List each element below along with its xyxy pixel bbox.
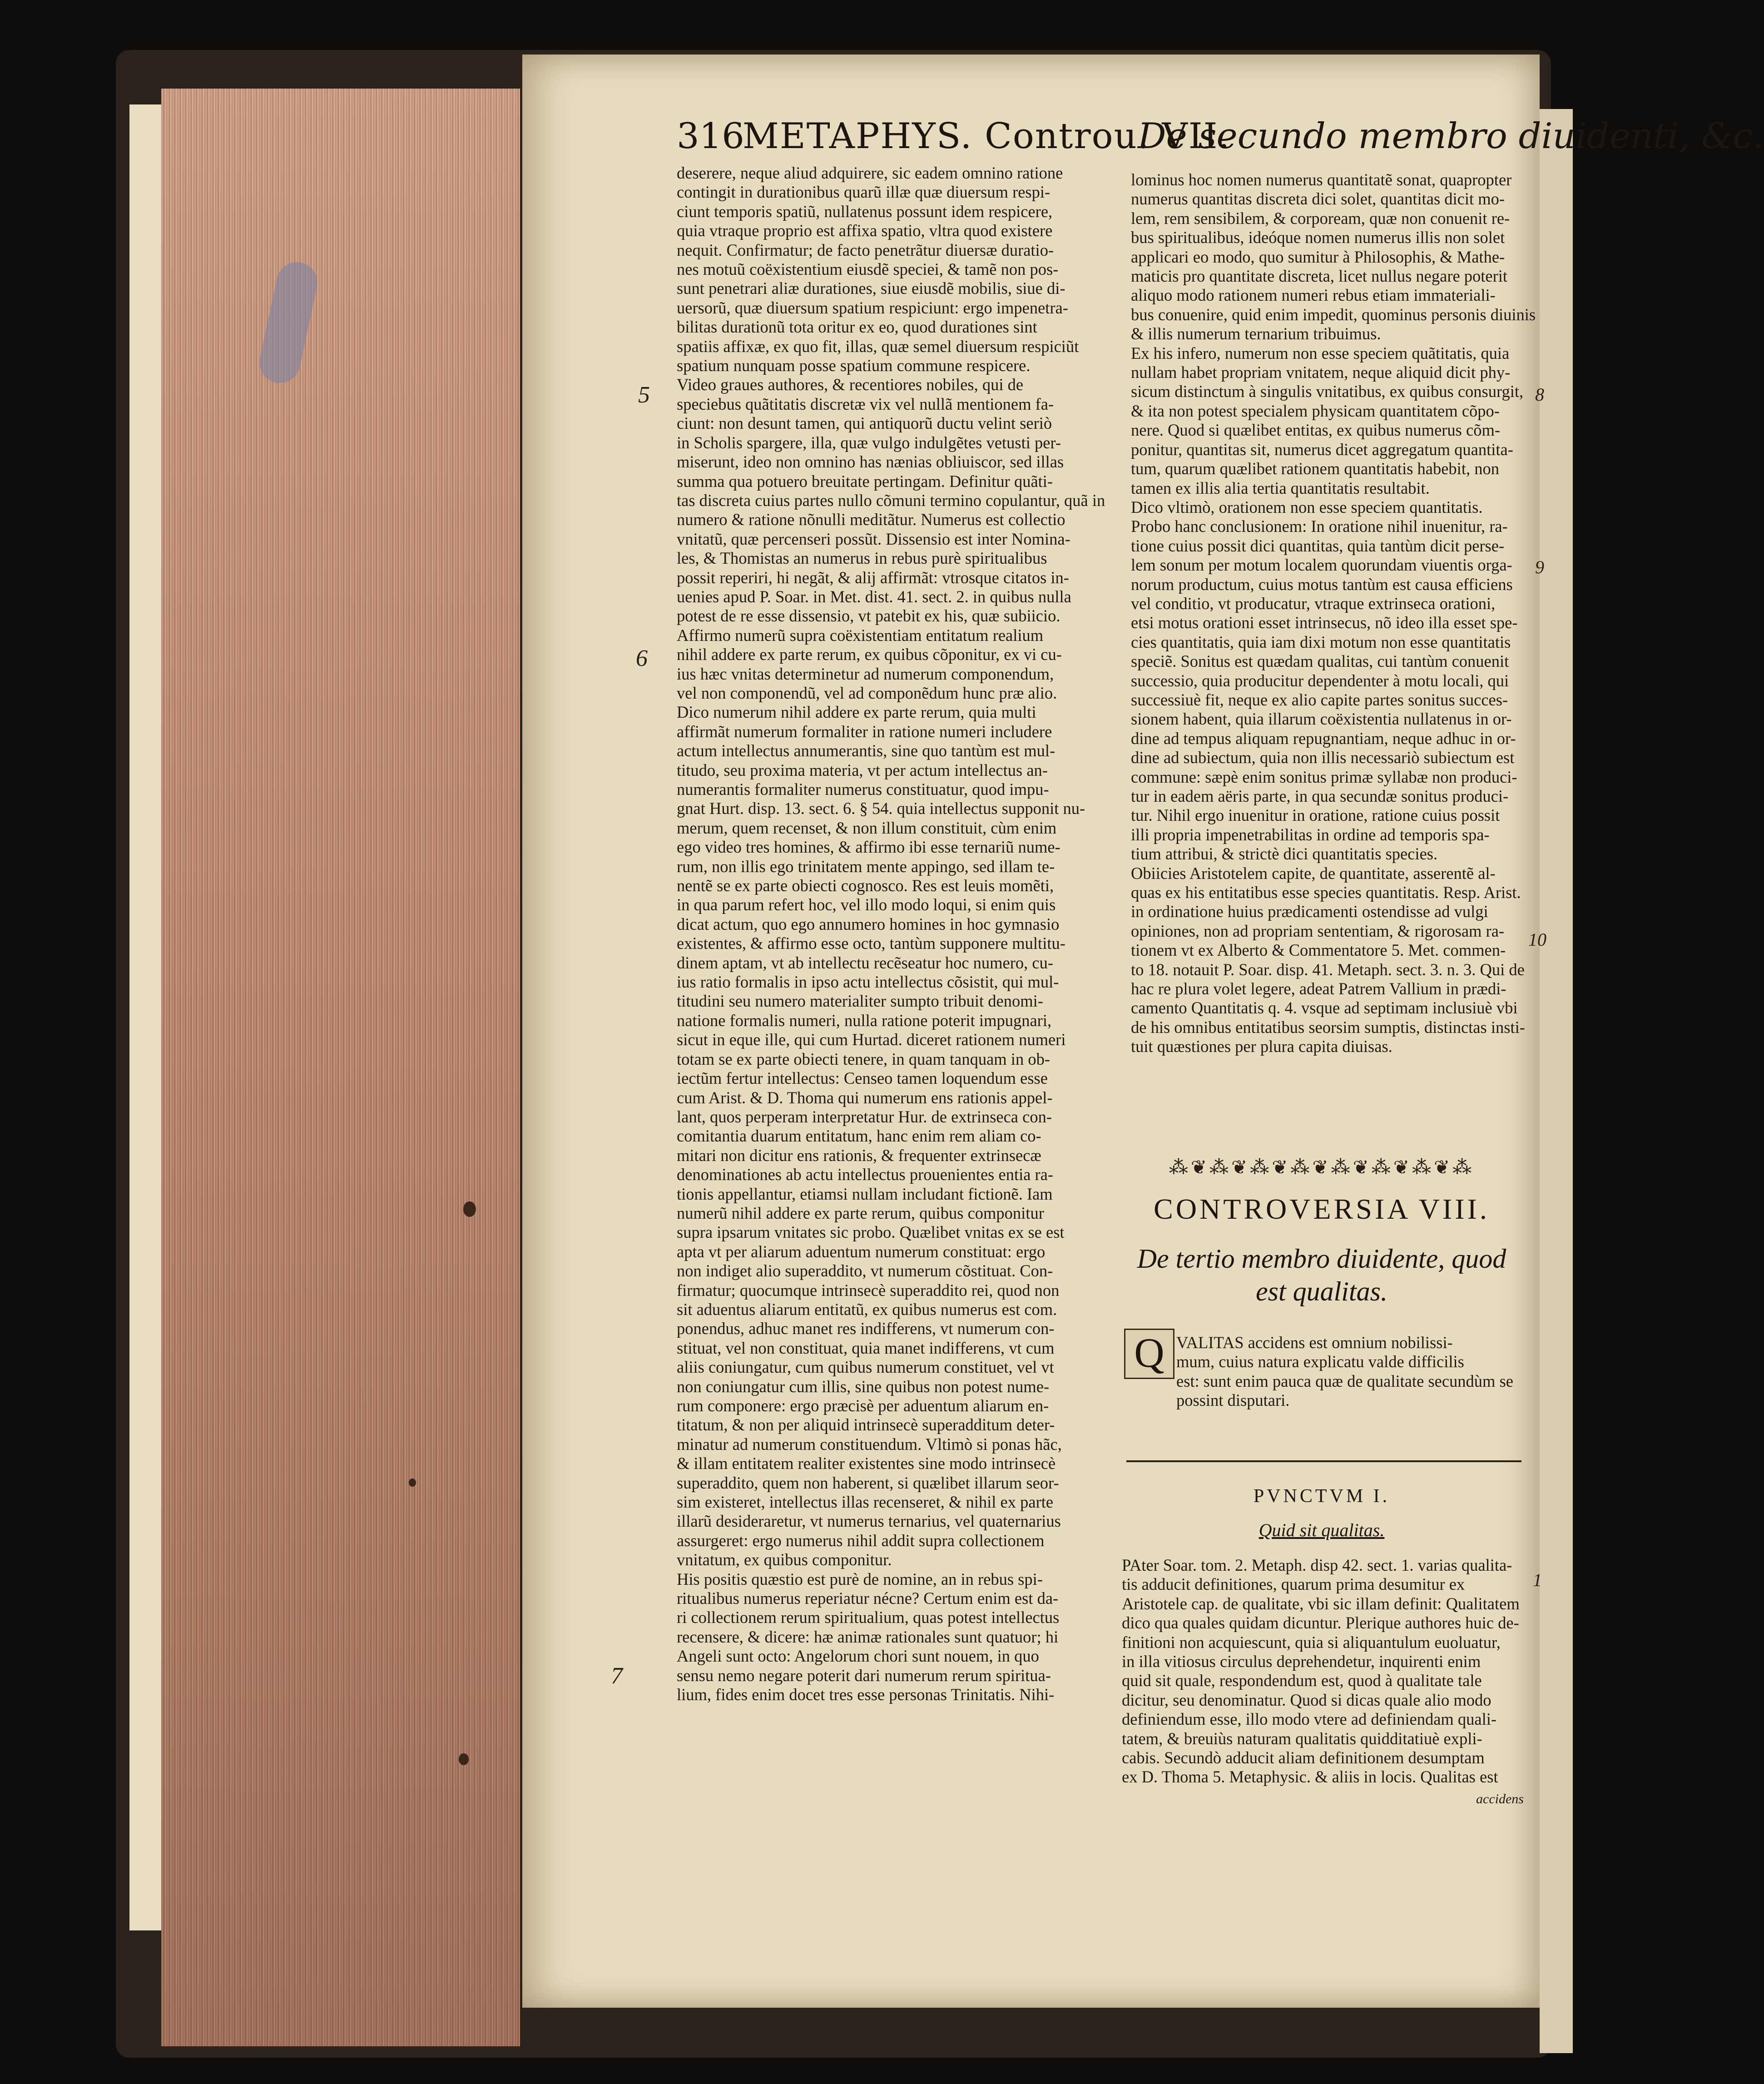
text-line: de his omnibus entitatibus seorsim sumptis, distinctas insti-: [1131, 1017, 1525, 1037]
text-line: potest de re esse dissensio, vt patebit ex his, quæ subiicio.: [677, 606, 1060, 625]
punctum-heading: PVNCTVM I.: [1253, 1486, 1390, 1507]
text-line: nihil addere ex parte rerum, ex quibus cõponitur, ex vi cu-: [677, 645, 1062, 664]
text-line: Video graues authores, & recentiores nobiles, qui de: [677, 375, 1024, 394]
text-line: quid sit quale, respondendum est, quod à qualitate tale: [1122, 1671, 1482, 1690]
section-title: De secundo membro diuidenti, &c.: [1138, 116, 1764, 157]
text-line: in Scholis spargere, illa, quæ vulgo indulgẽtes vetusti per-: [677, 433, 1061, 452]
controversia-subtitle: [1122, 1242, 1521, 1308]
text-line: possint disputari.: [1176, 1391, 1290, 1410]
ornament-band: ⁂❦⁂❦⁂❦⁂❦⁂❦⁂❦⁂❦⁂: [1169, 1156, 1475, 1178]
margin-number: 10: [1528, 929, 1546, 950]
text-line: iectũm fertur intellectus: Censeo tamen loquendum esse: [677, 1069, 1048, 1088]
text-line: rum componere: ergo præcisè per aduentum aliarum en-: [677, 1396, 1049, 1415]
text-line: existentes, & affirmo esse octo, tantùm supponere multitu-: [677, 934, 1065, 953]
text-line: tuit quæstiones per plura capita diuisas.: [1131, 1037, 1392, 1056]
text-line: titudini seu numero materialiter sumpto tribuit denomi-: [677, 992, 1043, 1011]
text-line: deserere, neque aliud adquirere, sic eadem omnino ratione: [677, 164, 1063, 182]
page-header: [677, 116, 1764, 166]
text-line: natione formalis numeri, nulla ratione poterit impugnari,: [677, 1011, 1052, 1030]
text-line: firmatur; quocumque intrinsecè superaddito rei, quod non: [677, 1280, 1060, 1300]
text-line: tur. Nihil ergo inuenitur in oratione, ratione cuius possit: [1131, 806, 1500, 825]
text-line: in ordinatione huius prædicamenti ostendisse ad vulgi: [1131, 902, 1488, 921]
text-line: minatur ad numerum constituendum. Vltimò si ponas hãc,: [677, 1434, 1062, 1454]
text-line: denominationes ab actu intellectus prouenientes entia ra-: [677, 1165, 1054, 1184]
text-line: etsi motus orationi esset intrinsecus, nõ ideo illa esset spe-: [1131, 613, 1518, 632]
text-line: Probo hanc conclusionem: In oratione nihil inuenitur, ra-: [1131, 517, 1508, 536]
text-line: illarũ desideraretur, vt numerus ternarius, vel quaternarius: [677, 1512, 1061, 1531]
text-line: apta vt per aliarum aduentum numerum constituat: ergo: [677, 1242, 1046, 1261]
text-line: Ex his infero, numerum non esse speciem quãtitatis, quia: [1131, 343, 1510, 362]
text-line: ex D. Thoma 5. Metaphysic. & aliis in locis. Qualitas est: [1122, 1767, 1498, 1786]
text-line: tamen ex illis alia tertia quantitatis resultabit.: [1131, 478, 1430, 497]
text-line: Dico vltimò, orationem non esse speciem quantitatis.: [1131, 497, 1483, 516]
text-line: applicari eo modo, quo sumitur à Philosophis, & Mathe-: [1131, 247, 1505, 266]
text-line: numerus quantitas discreta dici solet, quantitas dicit mo-: [1131, 189, 1505, 208]
text-line: non indiget alio superaddito, vt numerum cõstituat. Con-: [677, 1261, 1053, 1280]
text-line: mitari non dicitur ens rationis, & frequenter extrinsecæ: [677, 1146, 1041, 1165]
text-line: illi propria impenetrabilitas in ordine ad temporis spa-: [1131, 825, 1490, 844]
margin-number: 9: [1535, 557, 1544, 577]
text-line: vel conditio, vt producatur, vtraque extrinseca orationi,: [1131, 594, 1496, 613]
margin-number: 8: [1535, 384, 1544, 405]
page-edges: [161, 89, 520, 2046]
controversia-title: CONTROVERSIA VIII.: [1154, 1193, 1490, 1225]
text-line: in qua parum refert hoc, vel illo modo loqui, si enim quis: [677, 895, 1056, 914]
text-line: miserunt, ideo non omnino has nænias obliuiscor, sed illas: [677, 452, 1064, 471]
text-line: sicum distinctum à singulis vnitatibus, ex quibus consurgit,: [1131, 382, 1524, 401]
text-line: summa qua potuero breuitate pertingam. Definitur quãti-: [677, 471, 1053, 491]
text-line: numerantis formaliter numerus constituatur, quod impu-: [677, 780, 1049, 799]
text-line: rum, non illis ego trinitatem mente appingo, sed illam te-: [677, 857, 1055, 876]
margin-number: 7: [611, 1663, 623, 1689]
text-line: dinem aptam, vt ab intellectu recẽseatur hoc numero, cu-: [677, 953, 1054, 972]
text-line: ego video tres homines, & affirmo ibi esse ternariũ nume-: [677, 838, 1060, 857]
text-line: commune: sæpè enim sonitus primæ syllabæ non produci-: [1131, 767, 1517, 786]
text-line: cabis. Secundò adducit aliam definitionem desumptam: [1122, 1748, 1485, 1767]
text-line: contingit in durationibus quarũ illæ quæ diuersum respi-: [677, 183, 1050, 202]
text-line: dine ad subiectum, quia non illis necessariò subiectum est: [1131, 748, 1515, 767]
text-line: bus conuenire, quid enim impedit, quominus personis diuinis: [1131, 305, 1536, 324]
text-line: mum, cuius natura explicatu valde difficilis: [1176, 1352, 1464, 1371]
text-line: uenies apud P. Soar. in Met. dist. 41. sect. 2. in quibus nulla: [677, 587, 1071, 606]
left-text-column: [677, 164, 1105, 1705]
text-line: titatum, & non per aliquid intrinsecè superadditum deter-: [677, 1415, 1055, 1434]
text-line: spatium nunquam posse spatium commune respicere.: [677, 356, 1031, 375]
catchword: accidens: [1476, 1791, 1524, 1806]
text-line: numero & ratione nõnulli meditãtur. Numerus est collectio: [677, 510, 1065, 529]
margin-number: 6: [636, 645, 648, 671]
intro-paragraph: [1176, 1333, 1521, 1410]
text-line: to 18. notauit P. Soar. disp. 41. Metaph. sect. 3. n. 3. Qui de: [1131, 960, 1525, 979]
text-line: supra ipsarum vnitates sic probo. Quælibet vnitas ex se est: [677, 1223, 1065, 1242]
text-line: ritualibus numerus reperiatur nécne? Certum enim est da-: [677, 1589, 1059, 1608]
text-line: vnitatum, ex quibus componitur.: [677, 1550, 892, 1569]
text-line: bus spiritualibus, ideóque nomen numerus illis non solet: [1131, 228, 1505, 247]
punctum-subtitle: Quid sit qualitas.: [1259, 1520, 1385, 1540]
text-line: aliquo modo rationem numeri rebus etiam immateriali-: [1131, 286, 1496, 305]
text-line: dico qua quales quidam dicuntur. Plerique authores huic de-: [1122, 1613, 1519, 1632]
text-line: merum, quem recenset, & non illum constituit, cùm enim: [677, 818, 1057, 837]
text-line: PAter Soar. tom. 2. Metaph. disp 42. sect. 1. varias qualita-: [1122, 1556, 1512, 1574]
text-line: quas ex his entitatibus esse species quantitatis. Resp. Arist.: [1131, 883, 1521, 902]
text-line: sim existeret, intellectus illas recenseret, & nihil ex parte: [677, 1493, 1054, 1512]
punctum-paragraph: [1122, 1556, 1521, 1787]
text-line: nullam habet propriam vnitatem, neque aliquid dicit phy-: [1131, 363, 1511, 382]
controversia-subtitle-line: De tertio membro diuidente, quod: [1137, 1244, 1506, 1274]
text-line: & illis numerum ternarium tribuimus.: [1131, 324, 1381, 343]
margin-number: 5: [638, 382, 650, 408]
text-line: His positis quæstio est purè de nomine, an in rebus spi-: [677, 1569, 1043, 1588]
text-line: opiniones, non ad propriam sententiam, & rigorosam ra-: [1131, 921, 1505, 940]
text-line: successio, quia producitur dependenter à motu locali, qui: [1131, 671, 1509, 690]
controversia-subtitle-line: est qualitas.: [1255, 1276, 1387, 1306]
text-line: tur in eadem aëris parte, in qua secundæ sonitus produci-: [1131, 787, 1509, 805]
stain-spot: [409, 1479, 416, 1487]
text-line: est: sunt enim pauca quæ de qualitate secundùm se: [1176, 1371, 1513, 1390]
text-line: aliis coniungatur, cum quibus numerum constituet, vel vt: [677, 1358, 1054, 1377]
text-line: bilitas durationũ tota oritur ex eo, quod durationes sint: [677, 318, 1037, 337]
flyleaf: [129, 104, 166, 1930]
section-rule: [1126, 1460, 1521, 1462]
running-head: METAPHYS. Controu. VII.: [743, 116, 1231, 157]
text-line: cum Arist. & D. Thoma qui numerum ens rationis appel-: [677, 1088, 1053, 1107]
text-line: dicat actum, quo ego annumero homines in hoc gymnasio: [677, 914, 1060, 933]
text-line: possit reperiri, hi negãt, & alij affirmãt: vtrosque citatos in-: [677, 568, 1069, 587]
text-line: cies quantitatis, quia iam dixi motum non esse quantitatis: [1131, 632, 1511, 651]
text-line: spatiis affixæ, ex quo fit, illas, quæ semel diuersum respiciũt: [677, 337, 1079, 356]
text-line: numerũ nihil addere ex parte rerum, quibus componitur: [677, 1203, 1044, 1222]
text-line: tatem, & breuiùs naturam qualitatis quidditatiuè expli-: [1122, 1729, 1482, 1748]
text-line: speciẽ. Sonitus est quædam qualitas, cui tantùm conuenit: [1131, 652, 1509, 671]
text-line: tis adducit definitiones, quarum prima desumitur ex: [1122, 1575, 1465, 1594]
text-line: sionem habent, quia illarum coëxistentia nullatenus in or-: [1131, 710, 1512, 729]
facing-page-edge: [1540, 109, 1573, 2053]
text-line: dicitur, seu denominatur. Quod si dicas quale alio modo: [1122, 1690, 1491, 1709]
right-text-column: [1131, 170, 1536, 1057]
text-line: vel non componendũ, vel ad componẽdum hunc præ alio.: [677, 683, 1057, 702]
text-line: uersorũ, quæ diuersum spatium respiciunt: ergo impenetra-: [677, 298, 1068, 317]
text-line: Dico numerum nihil addere ex parte rerum, quia multi: [677, 703, 1036, 722]
text-line: definiendum esse, illo modo vtere ad definiendam quali-: [1122, 1710, 1497, 1729]
text-line: VALITAS accidens est omnium nobilissi-: [1176, 1333, 1453, 1352]
drop-capital: Q: [1124, 1329, 1174, 1379]
stain-spot: [459, 1753, 469, 1765]
text-line: dine ad tempus aliquam repugnantiam, neque adhuc in or-: [1131, 729, 1516, 748]
text-line: speciebus quãtitatis discretæ vix vel nullã mentionem fa-: [677, 394, 1054, 413]
text-line: lium, fides enim docet tres esse personas Trinitatis. Nihi-: [677, 1685, 1055, 1704]
text-line: tum, quarum quælibet rationem quantitatis habebit, non: [1131, 459, 1499, 478]
text-line: tionis appellantur, etiamsi nullam includant fictionẽ. Iam: [677, 1184, 1053, 1203]
text-line: lem, rem sensibilem, & corpoream, quæ non conuenit re-: [1131, 208, 1510, 228]
text-line: successiuè fit, neque ex alio capite partes sonitus succes-: [1131, 690, 1508, 709]
text-line: recensere, & dicere: hæ animæ rationales sunt quatuor; hi: [677, 1627, 1059, 1646]
text-line: les, & Thomistas an numerus in rebus purè spiritualibus: [677, 549, 1047, 568]
text-line: sensu nemo negare poterit dari numerum rerum spiritua-: [677, 1666, 1051, 1685]
margin-number: 1: [1533, 1570, 1542, 1590]
text-line: & illam entitatem realiter existentes sine modo intrinsecè: [677, 1454, 1056, 1473]
text-line: sicut in eque ille, qui cum Hurtad. diceret rationem numeri: [677, 1030, 1066, 1049]
text-line: nes motuũ coëxistentium eiusdẽ speciei, & tamẽ non pos-: [677, 260, 1059, 279]
text-line: & ita non potest specialem physicam quantitatem cõpo-: [1131, 401, 1500, 420]
text-line: ri collectionem rerum spiritualium, quas potest intellectus: [677, 1608, 1060, 1627]
text-line: ius ratio formalis in ipso actu intellectus cõsistit, qui mul-: [677, 973, 1059, 992]
text-line: vnitatũ, quæ percenseri possũt. Dissensio est inter Nomina-: [677, 529, 1070, 548]
text-line: in illa vitiosus circulus deprehendetur, inquirenti enim: [1122, 1652, 1481, 1671]
text-line: non coniungatur cum illis, sine quibus non potest nume-: [677, 1377, 1050, 1396]
text-line: nequit. Confirmatur; de facto penetrãtur diuersæ duratio-: [677, 240, 1054, 259]
text-line: tium attribui, & strictè dici quantitatis species.: [1131, 844, 1438, 863]
text-line: ciunt temporis spatiũ, nullatenus possunt idem respicere,: [677, 202, 1053, 221]
text-line: affirmãt numerum formaliter in ratione numeri includere: [677, 722, 1052, 741]
text-line: ponendus, adhuc manet res indifferens, vt numerum con-: [677, 1319, 1055, 1338]
text-line: Aristotele cap. de qualitate, vbi sic illam definit: Qualitatem: [1122, 1594, 1520, 1613]
text-line: ius hæc vnitas determinetur ad numerum componendum,: [677, 664, 1054, 683]
text-line: gnat Hurt. disp. 13. sect. 6. § 54. quia intellectus supponit nu-: [677, 799, 1085, 818]
text-line: tas discreta cuius partes nullo cõmuni termino copulantur, quã in: [677, 491, 1105, 510]
text-line: Obiicies Aristotelem capite, de quantitate, asserentẽ al-: [1131, 863, 1496, 883]
text-line: hac re plura volet legere, adeat Patrem Vallium in prædi-: [1131, 979, 1506, 998]
text-line: norum productum, cuius motus tantùm est causa efficiens: [1131, 575, 1513, 594]
text-line: actum intellectus annumerantis, sine quo tantùm est mul-: [677, 741, 1055, 760]
text-line: lominus hoc nomen numerus quantitatẽ sonat, quapropter: [1131, 170, 1512, 189]
text-line: titudo, seu proxima materia, vt per actum intellectus an-: [677, 760, 1048, 779]
text-line: nentẽ se ex parte obiecti cognosco. Res est leuis momẽti,: [677, 876, 1054, 895]
text-line: ponitur, quantitas sit, numerus dicet aggregatum quantita-: [1131, 440, 1513, 459]
text-line: Affirmo numerũ supra coëxistentiam entitatum realium: [677, 625, 1044, 645]
text-line: finitioni non acquiescunt, quia si aliquantulum euoluatur,: [1122, 1632, 1501, 1652]
text-line: maticis pro quantitate discreta, licet nullus negare poterit: [1131, 267, 1508, 286]
text-line: sunt penetrari aliæ durationes, siue eiusdẽ mobilis, siue di-: [677, 279, 1065, 298]
page-number: 316: [677, 116, 744, 157]
text-line: assurgeret: ergo numerus nihil addit supra collectionem: [677, 1531, 1045, 1550]
text-line: sit aduentus aliarum entitatũ, ex quibus numerus est com.: [677, 1300, 1057, 1319]
text-line: tione cuius possit dici quantitas, quia tantùm dicit perse-: [1131, 536, 1505, 555]
text-line: lant, quos perperam interpretatur Hur. de extrinseca con-: [677, 1107, 1052, 1126]
text-line: nere. Quod si quælibet entitas, ex quibus numerus cõm-: [1131, 421, 1500, 440]
text-line: lem sonum per motum localem quorundam viuentis orga-: [1131, 556, 1512, 575]
text-line: camento Quantitatis q. 4. vsque ad septimam inclusiuè vbi: [1131, 998, 1518, 1017]
text-line: comitantia duarum entitatum, hanc enim rem aliam co-: [677, 1126, 1041, 1146]
text-line: Angeli sunt octo: Angelorum chori sunt nouem, in quo: [677, 1647, 1039, 1666]
text-line: totam se ex parte obiecti tenere, in quam tanquam in ob-: [677, 1049, 1050, 1068]
stain-spot: [463, 1201, 476, 1217]
text-line: ciunt: non desunt tamen, qui antiquorũ ductu velint seriò: [677, 414, 1052, 433]
text-line: superaddito, quem non haberent, si quælibet illarum seor-: [677, 1473, 1059, 1492]
text-line: tionem vt ex Alberto & Commentatore 5. Met. commen-: [1131, 941, 1506, 960]
text-line: stituat, vel non constituat, quia manet indifferens, vt cum: [677, 1338, 1055, 1357]
text-line: quia vtraque proprio est affixa spatio, vltra quod existere: [677, 221, 1053, 240]
